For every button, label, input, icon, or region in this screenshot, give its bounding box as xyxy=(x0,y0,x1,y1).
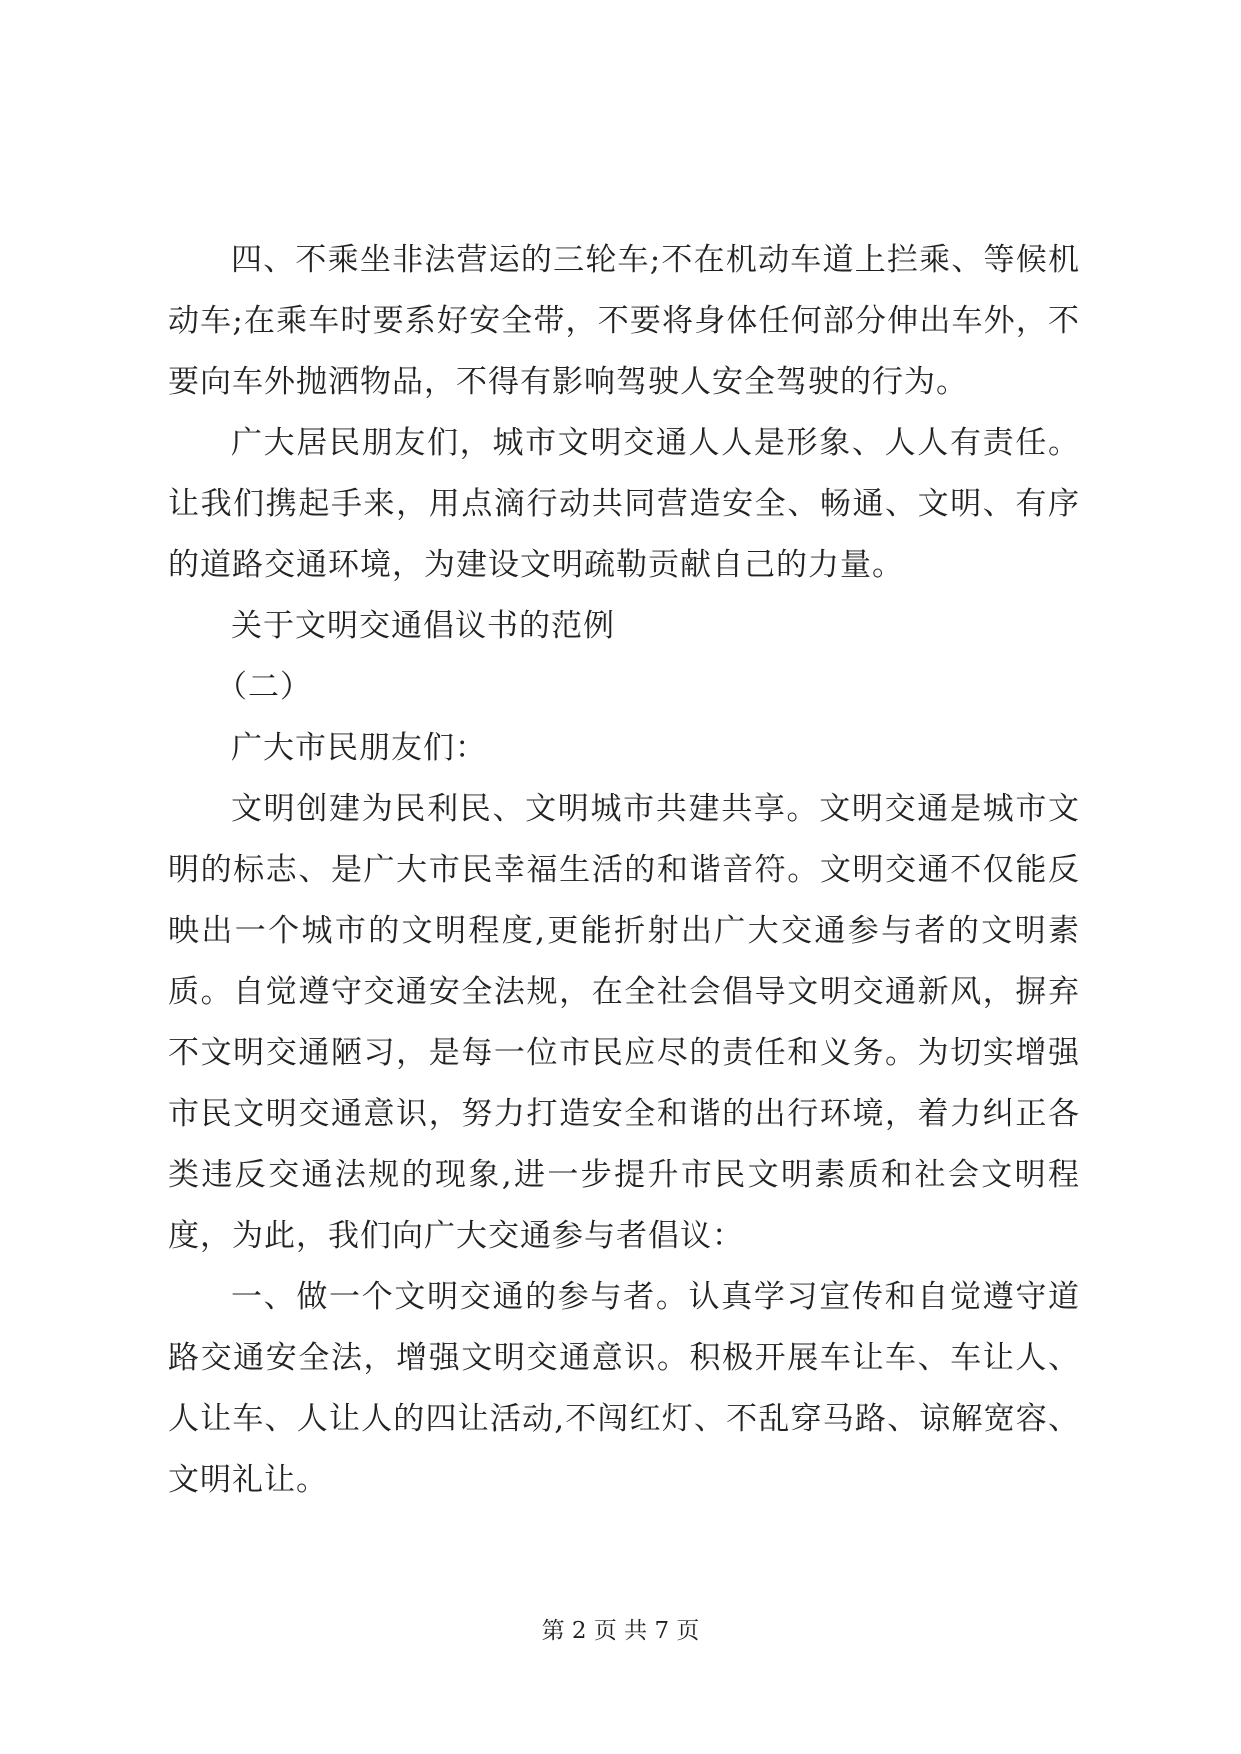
document-body xyxy=(168,230,1080,1511)
salutation: 广大市民朋友们： xyxy=(231,730,487,766)
paragraph-proposal-one: 一、做一个文明交通的参与者。认真学习宣传和自觉遵守道路交通安全法，增强文明交通意识。积极开展车让车、车让人、人让车、人让人的四让活动,不闯红灯、不乱穿马路、谅解宽容、文明礼让。 xyxy=(168,1279,1080,1498)
paragraph-closing-appeal: 广大居民朋友们，城市文明交通人人是形象、人人有责任。让我们携起手来，用点滴行动共同营造安全、畅通、文明、有序的道路交通环境，为建设文明疏勒贡献自己的力量。 xyxy=(168,425,1080,583)
page-footer: 第 2 页 共 7 页 xyxy=(541,1618,700,1644)
section-title: 关于文明交通倡议书的范例 xyxy=(231,608,615,644)
section-number: （二） xyxy=(216,669,312,705)
paragraph-introduction: 文明创建为民利民、文明城市共建共享。文明交通是城市文明的标志、是广大市民幸福生活的和谐音符。文明交通不仅能反映出一个城市的文明程度,更能折射出广大交通参与者的文明素质。自觉遵守交通安全法规，在全社会倡导文明交通新风，摒弃不文明交通陋习，是每一位市民应尽的责任和义务。为切实增强市民文明交通意识，努力打造安全和谐的出行环境，着力纠正各类违反交通法规的现象,进一步提升市民文明素质和社会文明程度，为此，我们向广大交通参与者倡议： xyxy=(168,791,1080,1254)
paragraph-rule-four: 四、不乘坐非法营运的三轮车;不在机动车道上拦乘、等候机动车;在乘车时要系好安全带，不要将身体任何部分伸出车外，不要向车外抛洒物品，不得有影响驾驶人安全驾驶的行为。 xyxy=(168,242,1080,400)
